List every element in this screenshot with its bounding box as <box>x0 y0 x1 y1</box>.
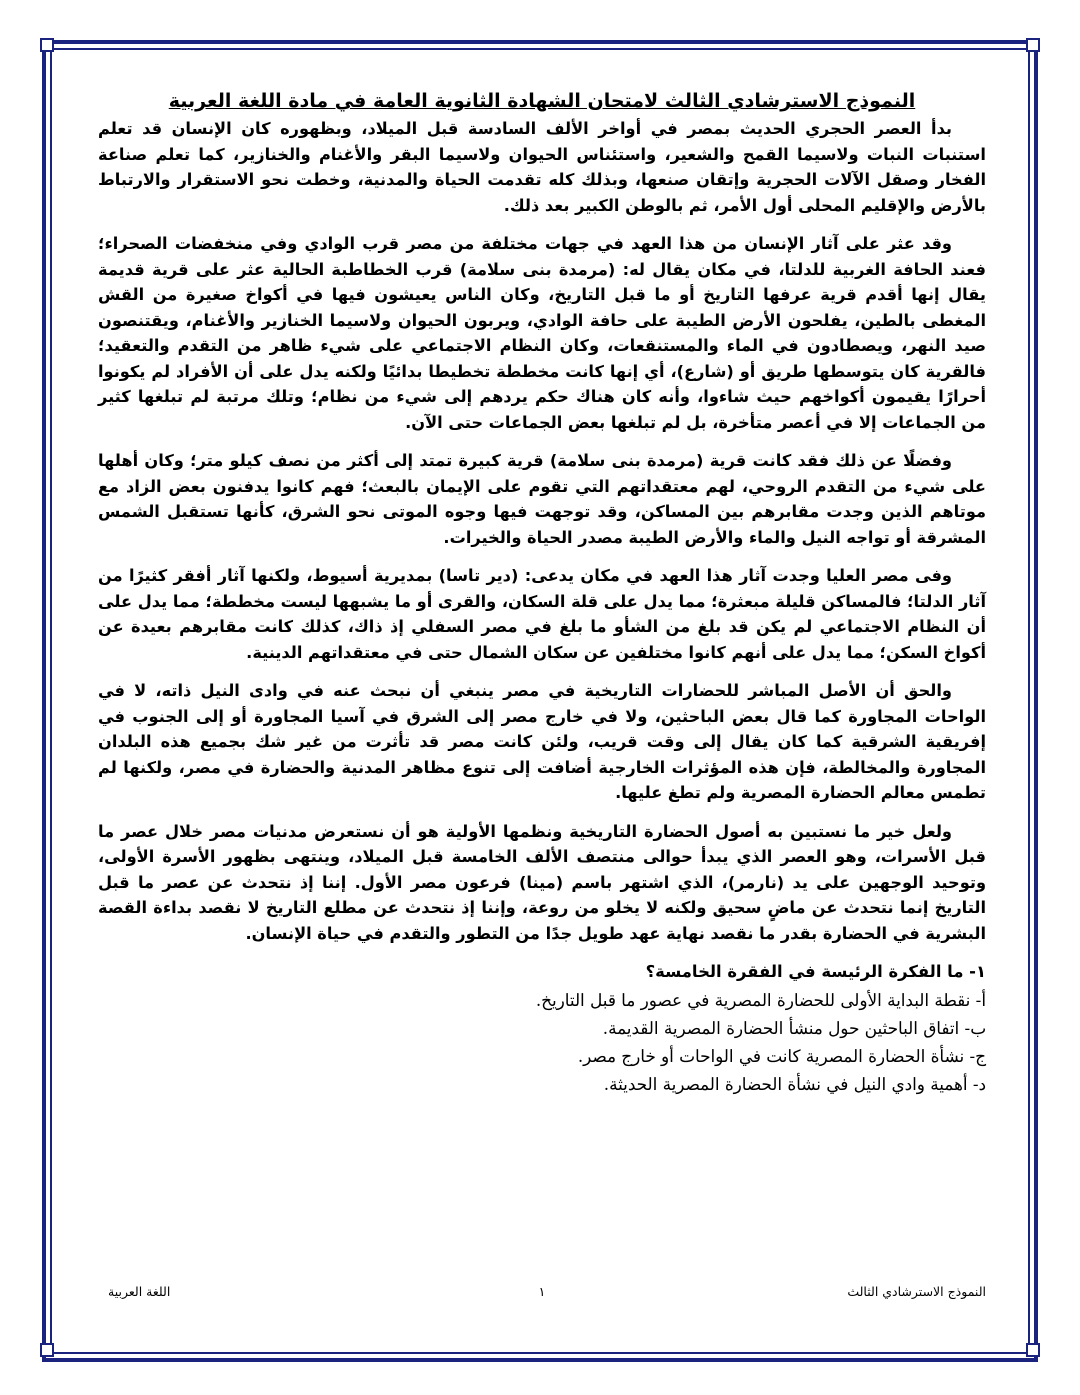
footer-model-label: النموذج الاسترشادي الثالث <box>847 1284 986 1299</box>
paragraph-3: وفضلًا عن ذلك فقد كانت قرية (مرمدة بنى سلامة) قرية كبيرة تمتد إلى أكثر من نصف كيلو متر؛ وكان أهلها على شيء من التقدم الروحي، لهم معتقداتهم التي تقوم على الإيمان بالبعث؛ فهم كانوا يدفنون بعض الزاد مع موتاهم الذين وجدت مقابرهم بين المساكن، وقد توجهت فيها وجوه الموتى نحو الشرق، كأنها تستقبل الشمس المشرقة أو تواجه النيل والماء والأرض الطيبة مصدر الحياة والخيرات. <box>98 451 986 547</box>
document-page <box>98 90 986 1098</box>
paragraph-6: ولعل خير ما نستبين به أصول الحضارة التاريخية ونظمها الأولية هو أن نستعرض مدنيات مصر خلال عصر ما قبل الأسرات، وهو العصر الذي يبدأ حوالى منتصف الألف الخامسة قبل الميلاد، وينتهى بظهور الأسرة الأولى، وتوحيد الوجهين على يد (نارمر)، الذي اشتهر باسم (مينا) فرعون مصر الأول. إننا إذ نتحدث عن عصر ما قبل التاريخ إنما نتحدث عن ماضٍ سحيق ولكنه لا يخلو من روعة، وإننا إذ نتحدث عن مطلع التاريخ لا نقصد بداءة القصة البشرية في الحضارة بقدر ما نقصد نهاية عهد طويل جدًا من التطور والتقدم في حياة الإنسان. <box>98 821 986 943</box>
paragraph-2: وقد عثر على آثار الإنسان من هذا العهد في جهات مختلفة من مصر قرب الوادي وفي منخفضات الصحراء؛ فعند الحافة الغربية للدلتا، في مكان يقال له: (مرمدة بنى سلامة) قرب الخطاطبة الحالية عثر على قرية قديمة يقال إنها أقدم قرية عرفها التاريخ أو ما قبل التاريخ، وكان الناس يعيشون فيها في أكواخ صغيرة من القش المغطى بالطين، يفلحون الأرض الطيبة على حافة الوادي، ويربون الحيوان ولاسيما الخنازير والأغنام، ويقتنصون صيد النهر، ويصطادون في الماء والمستنقعات، وكان النظام الاجتماعي على شيء ظاهر من التقدم والتعقيد؛ فالقرية كان يتوسطها طريق أو (شارع)، أي إنها كانت مخططة تخطيطا بدائيًا ولكنه يدل على أن الأفراد لم يكونوا أحرارًا يقيمون أكواخهم حيث شاءوا، وأنه كان هناك حكم يردهم إلى شيء من نظام؛ وتلك مرتبة لم تبلغها كثير من الجماعات إلا في أعصر متأخرة، بل لم تبلغها بعض الجماعات حتى الآن. <box>98 234 986 432</box>
question-text: ١- ما الفكرة الرئيسة في الفقرة الخامسة؟ <box>645 962 986 981</box>
question-block <box>98 959 986 1098</box>
corner-ornament-top-left <box>40 38 54 52</box>
page-footer <box>98 1284 986 1304</box>
paragraph-4: وفى مصر العليا وجدت آثار هذا العهد في مكان يدعى: (دير تاسا) بمديرية أسيوط، ولكنها آثار أفقر كثيرًا من آثار الدلتا؛ فالمساكن قليلة مبعثرة؛ مما يدل على قلة السكان، والقرى أو ما يشبهها ليست مخططة؛ مما يدل على أن النظام الاجتماعي لم يكن قد بلغ من الشأو ما بلغ في مصر السفلي إذ ذاك، كذلك كانت مقابرهم بعيدة عن أكواخ السكن؛ مما يدل على أنهم كانوا مختلفين عن سكان الشمال حتى في معتقداتهم الدينية. <box>98 566 986 662</box>
footer-subject-label: اللغة العربية <box>108 1284 171 1299</box>
option-c: ج- نشأة الحضارة المصرية كانت في الواحات أو خارج مصر. <box>577 1046 986 1066</box>
option-b: ب- اتفاق الباحثين حول منشأ الحضارة المصرية القديمة. <box>602 1018 986 1038</box>
corner-ornament-top-right <box>1026 38 1040 52</box>
option-a: أ- نقطة البداية الأولى للحضارة المصرية في عصور ما قبل التاريخ. <box>535 990 986 1010</box>
option-d: د- أهمية وادي النيل في نشأة الحضارة المصرية الحديثة. <box>603 1074 986 1094</box>
document-title: النموذج الاسترشادي الثالث لامتحان الشهادة الثانوية العامة في مادة اللغة العربية <box>168 90 916 112</box>
corner-ornament-bottom-left <box>40 1343 54 1357</box>
paragraph-5: والحق أن الأصل المباشر للحضارات التاريخية في مصر ينبغي أن نبحث عنه في وادى النيل ذاته، لا في الواحات المجاورة كما قال بعض الباحثين، ولا في خارج مصر إلى الشرق في آسيا المجاورة أو إلى الجنوب في إفريقية الشرقية كما كان يقال إلى وقت قريب، ولئن كانت مصر قد تأثرت من غير شك بجميع هذه البلدان المجاورة والمخالطة، فإن هذه المؤثرات الخارجية أضافت إلى تنوع مظاهر المدنية والحضارة في مصر، ولكنها لم تطمس معالم الحضارة المصرية ولم تطغ عليها. <box>98 681 986 802</box>
footer-page-number: ١ <box>538 1284 546 1299</box>
corner-ornament-bottom-right <box>1026 1343 1040 1357</box>
paragraph-1: بدأ العصر الحجري الحديث بمصر في أواخر الألف السادسة قبل الميلاد، وبظهوره كان الإنسان قد تعلم استنبات النبات ولاسيما القمح والشعير، واستئناس الحيوان ولاسيما البقر والأغنام والخنازير، كما تعلم صناعة الفخار وصقل الآلات الحجرية وإتقان صنعها، وبذلك كله تقدمت الحياة والمدنية، وخطت نحو الاستقرار والارتباط بالأرض والإقليم المحلى أول الأمر، ثم بالوطن الكبير بعد ذلك. <box>98 119 986 215</box>
